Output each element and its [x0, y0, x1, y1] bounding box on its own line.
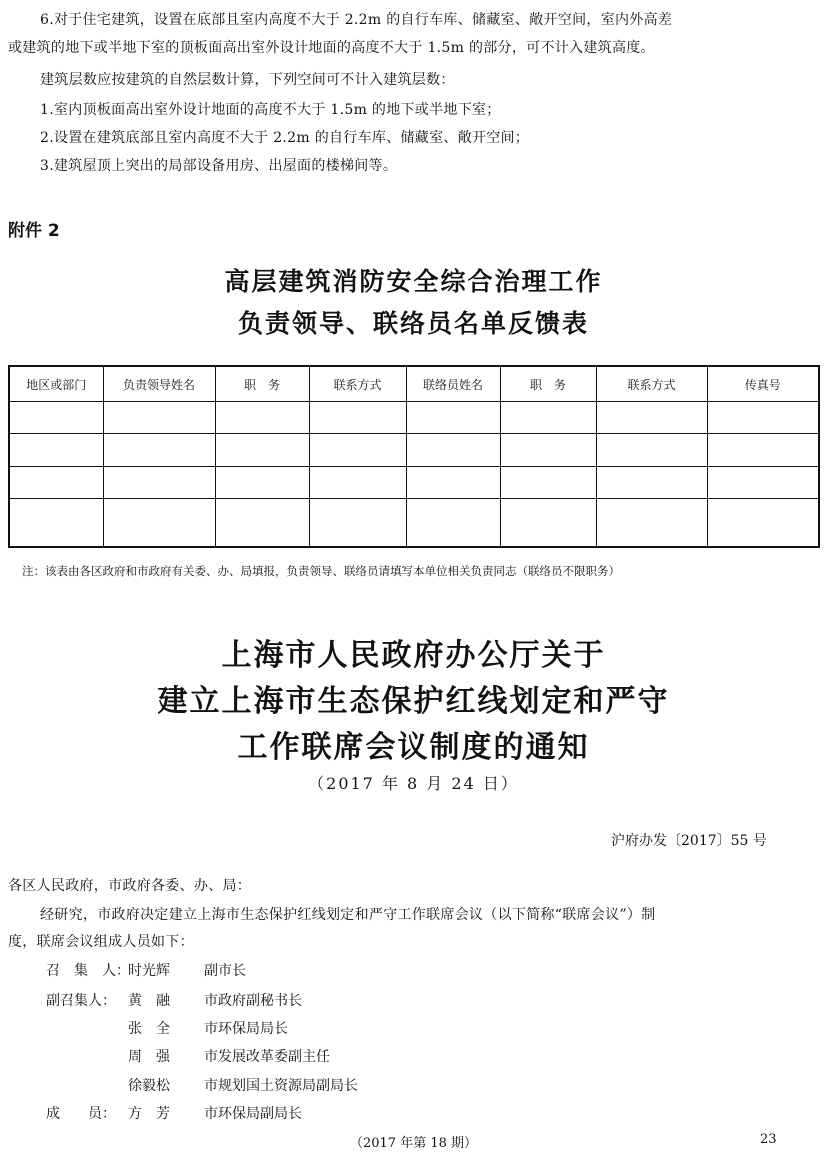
- member-role: 副召集人：: [46, 993, 116, 1009]
- table-cell: [309, 434, 406, 466]
- table-cell: [406, 498, 500, 547]
- member-title: 市环保局局长: [204, 1021, 288, 1037]
- table-cell: [707, 498, 819, 547]
- table-row: [9, 466, 819, 498]
- floors-intro: 建筑层数应按建筑的自然层数计算，下列空间可不计入建筑层数：: [40, 72, 455, 88]
- floors-item-2: 2.设置在建筑底部且室内高度不大于 2.2m 的自行车库、储藏室、敞开空间；: [40, 130, 530, 146]
- header-leader-name: 负责领导姓名: [103, 366, 215, 402]
- table-cell: [406, 434, 500, 466]
- salutation: 各区人民政府，市政府各委、办、局：: [8, 878, 252, 894]
- table-row: [9, 402, 819, 434]
- member-title: 市环保局副局长: [204, 1106, 302, 1122]
- table-cell: [9, 434, 103, 466]
- document-number: 沪府办发〔2017〕55 号: [611, 833, 767, 849]
- table-cell: [596, 402, 707, 434]
- table-cell: [500, 434, 596, 466]
- table-cell: [215, 466, 309, 498]
- table-cell: [500, 498, 596, 547]
- table-cell: [707, 466, 819, 498]
- table-cell: [9, 498, 103, 547]
- header-liaison-position: 职 务: [500, 366, 596, 402]
- header-liaison-contact: 联系方式: [596, 366, 707, 402]
- member-title: 市规划国土资源局副局长: [204, 1078, 358, 1094]
- notice-date: （2017 年 8 月 24 日）: [308, 774, 519, 793]
- table-cell: [500, 402, 596, 434]
- member-name: 方 芳: [128, 1106, 170, 1122]
- table-cell: [9, 402, 103, 434]
- member-title: 市发展改革委副主任: [204, 1049, 330, 1065]
- table-cell: [103, 402, 215, 434]
- table-note: 注：该表由各区政府和市政府有关委、办、局填报，负责领导、联络员请填写本单位相关负责同志（联络员不限职务）: [22, 564, 620, 578]
- member-name: 黄 融: [128, 993, 170, 1009]
- notice-title-line-1: 上海市人民政府办公厅关于: [221, 638, 606, 673]
- header-leader-position: 职 务: [215, 366, 309, 402]
- attachment-label: 附件 2: [8, 221, 60, 241]
- notice-body-line-1: 经研究，市政府决定建立上海市生态保护红线划定和严守工作联席会议（以下简称“联席会议”）制: [40, 907, 656, 923]
- member-name: 周 强: [128, 1049, 170, 1065]
- member-role: 召 集 人：: [46, 963, 130, 979]
- table-cell: [500, 466, 596, 498]
- table-row: [9, 434, 819, 466]
- paragraph-6-line-2: 或建筑的地下或半地下室的顶板面高出室外设计地面的高度不大于 1.5m 的部分，可不计入建筑高度。: [8, 40, 655, 56]
- attachment-title-line-1: 高层建筑消防安全综合治理工作: [224, 267, 603, 296]
- header-liaison-name: 联络员姓名: [406, 366, 500, 402]
- header-leader-contact: 联系方式: [309, 366, 406, 402]
- table-cell: [596, 466, 707, 498]
- attachment-title-line-2: 负责领导、联络员名单反馈表: [237, 309, 589, 338]
- member-name: 徐毅松: [128, 1078, 170, 1094]
- table-cell: [707, 434, 819, 466]
- table-cell: [215, 434, 309, 466]
- table-cell: [215, 498, 309, 547]
- table-cell: [596, 498, 707, 547]
- notice-title-line-3: 工作联席会议制度的通知: [237, 730, 590, 765]
- table-cell: [707, 402, 819, 434]
- feedback-table: [8, 365, 820, 548]
- paragraph-6-line-1: 6.对于住宅建筑，设置在底部且室内高度不大于 2.2m 的自行车库、储藏室、敞开空间，室内外高差: [40, 12, 673, 28]
- table-cell: [309, 498, 406, 547]
- table-header-row: [9, 366, 819, 402]
- member-title: 副市长: [204, 963, 246, 979]
- member-name: 张 全: [128, 1021, 170, 1037]
- member-name: 时光辉: [128, 963, 170, 979]
- header-region: 地区或部门: [9, 366, 103, 402]
- member-title: 市政府副秘书长: [204, 993, 302, 1009]
- table-cell: [309, 466, 406, 498]
- table-cell: [103, 498, 215, 547]
- table-cell: [406, 466, 500, 498]
- table-cell: [596, 434, 707, 466]
- issue-footer: （2017 年第 18 期）: [349, 1136, 478, 1151]
- header-fax: 传真号: [707, 366, 819, 402]
- table-cell: [215, 402, 309, 434]
- floors-item-1: 1.室内顶板面高出室外设计地面的高度不大于 1.5m 的地下或半地下室；: [40, 102, 501, 118]
- member-role: 成 员：: [46, 1106, 116, 1122]
- table-row: [9, 498, 819, 547]
- table-cell: [406, 402, 500, 434]
- table-cell: [9, 466, 103, 498]
- notice-title-line-2: 建立上海市生态保护红线划定和严守: [157, 684, 670, 719]
- table-cell: [103, 466, 215, 498]
- table-cell: [309, 402, 406, 434]
- page-number: 23: [760, 1132, 777, 1147]
- floors-item-3: 3.建筑屋顶上突出的局部设备用房、出屋面的楼梯间等。: [40, 158, 398, 174]
- table-cell: [103, 434, 215, 466]
- notice-body-line-2: 度，联席会议组成人员如下：: [8, 934, 194, 950]
